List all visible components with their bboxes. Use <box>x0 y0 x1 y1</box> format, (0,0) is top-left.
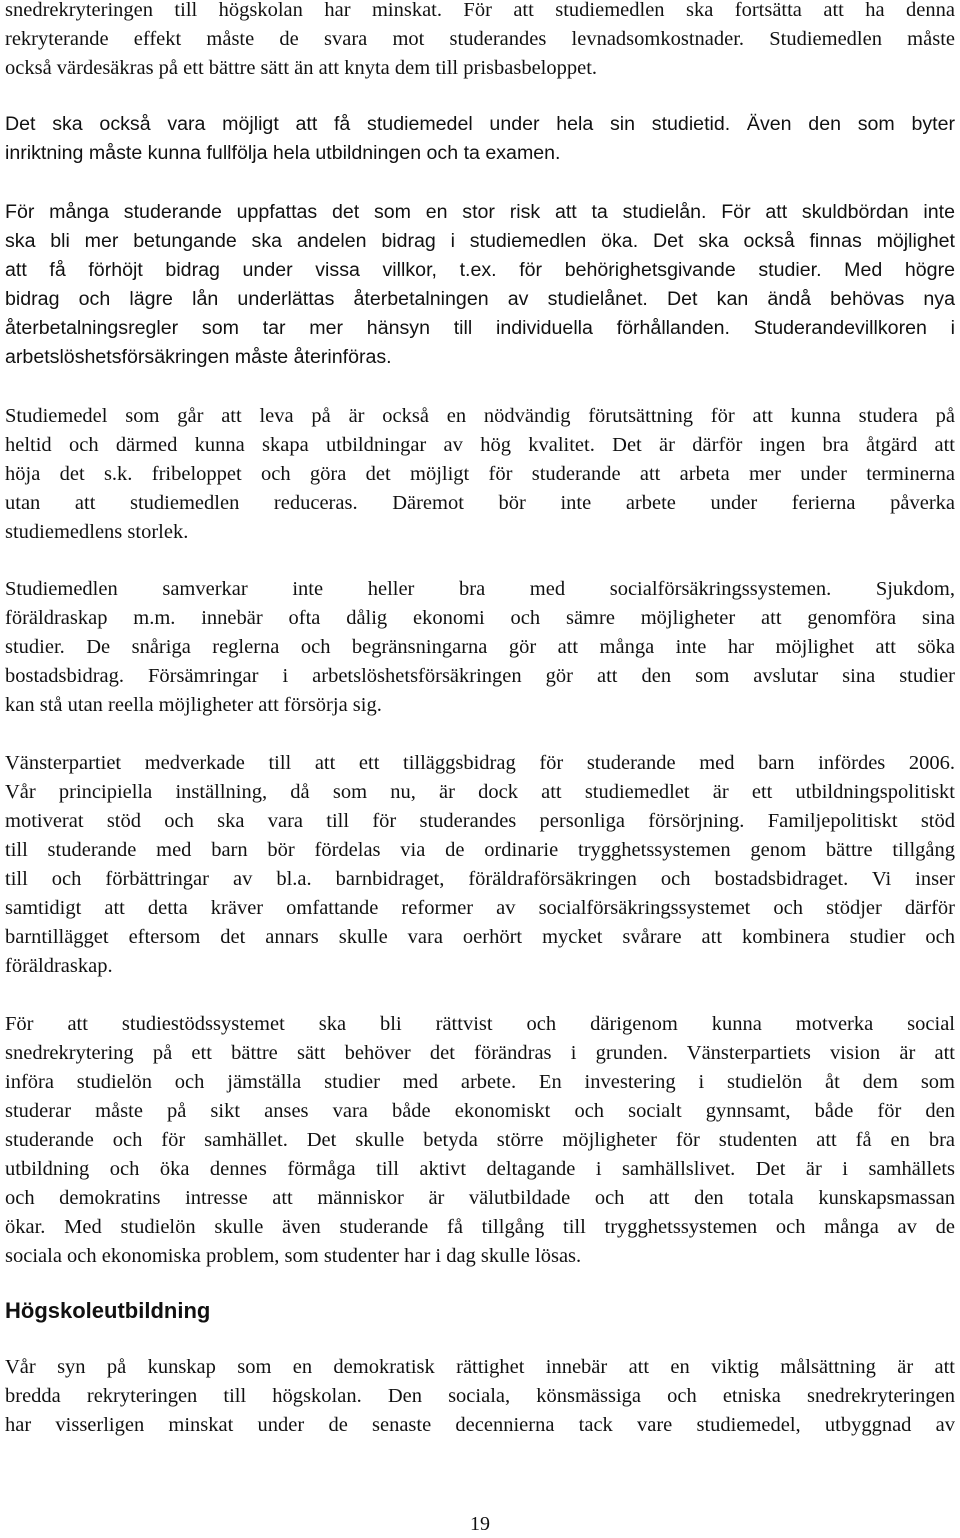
text-line: studerande och för samhället. Det skulle betyda större möjligheter för studenten att få en bra <box>5 1129 955 1151</box>
text-line: heltid och därmed kunna skapa utbildningar av hög kvalitet. Det är därför ingen bra åtgärd att <box>5 434 955 456</box>
text-line: bostadsbidrag. Försämringar i arbetslöshetsförsäkringen gör att den som avslutar sina studier <box>5 665 955 687</box>
text-line: föräldraskap. <box>5 955 113 977</box>
text-line: snedrekryteringen till högskolan har minskat. För att studiemedlen ska fortsätta att ha denna <box>5 0 955 21</box>
text-line: arbetslöshetsförsäkringen måste återinföras. <box>5 346 392 368</box>
text-line: bredda rekryteringen till högskolan. Den sociala, könsmässiga och etniska snedrekryteringen <box>5 1385 955 1407</box>
text-line: samtidigt att detta kräver omfattande reformer av socialförsäkringssystemet och stödjer därför <box>5 897 955 919</box>
text-line: Vänsterpartiet medverkade till att ett tilläggsbidrag för studerande med barn infördes 2006. <box>5 752 955 774</box>
text-line: Vår syn på kunskap som en demokratisk rättighet innebär att en viktig målsättning är att <box>5 1356 955 1378</box>
text-line: ska bli mer betungande ska andelen bidrag i studiemedlen öka. Det ska också finnas möjlighet <box>5 230 955 252</box>
text-line: Det ska också vara möjligt att få studiemedel under hela sin studietid. Även den som byter <box>5 113 955 135</box>
text-line: kan stå utan reella möjligheter att försörja sig. <box>5 694 382 716</box>
text-line: höja det s.k. fribeloppet och göra det möjligt för studerande att arbeta mer under terminerna <box>5 463 955 485</box>
text-line: studerar måste på sikt anses vara både ekonomiskt och socialt gynnsamt, både för den <box>5 1100 955 1122</box>
text-line: och demokratins intresse att människor är välutbildade och att den totala kunskapsmassan <box>5 1187 955 1209</box>
paragraph-studietid <box>5 110 955 168</box>
text-line: att få förhöjt bidrag under vissa villkor, t.ex. för behörighetsgivande studier. Med högre <box>5 259 955 281</box>
text-line: inriktning måste kunna fullfölja hela utbildningen och ta examen. <box>5 142 561 164</box>
paragraph-studielon <box>5 1010 955 1271</box>
paragraph-tillaggsbidrag <box>5 749 955 981</box>
text-line: införa studielön och jämställa studier med arbete. En investering i studielön åt dem som <box>5 1071 955 1093</box>
paragraph-heltid <box>5 402 955 547</box>
text-line: Studiemedel som går att leva på är också en nödvändig förutsättning för att kunna studera på <box>5 405 955 427</box>
text-line: Vår principiella inställning, då som nu, är dock att studiemedlet är ett utbildningspolitiskt <box>5 781 955 803</box>
page-number: 19 <box>470 1513 490 1535</box>
text-line: återbetalningsregler som tar mer hänsyn till individuella förhållanden. Studerandevillkoren i <box>5 317 955 339</box>
text-line: till studerande med barn bör fördelas via de ordinarie trygghetssystemen genom bättre tillgång <box>5 839 955 861</box>
paragraph-kunskap <box>5 1353 955 1440</box>
text-line: studier. De snåriga reglerna och begränsningarna gör att många inte har möjlighet att söka <box>5 636 955 658</box>
section-heading: Högskoleutbildning <box>5 1298 211 1323</box>
text-line: För många studerande uppfattas det som en stor risk att ta studielån. För att skuldbördan inte <box>5 201 955 223</box>
text-line: snedrekrytering på ett bättre sätt behöver det förändras i grunden. Vänsterpartiets vision är att <box>5 1042 955 1064</box>
text-line: till och förbättringar av bl.a. barnbidraget, föräldraförsäkringen och bostadsbidraget. Vi inser <box>5 868 955 890</box>
text-line: barntillägget eftersom det annars skulle vara oerhört mycket svårare att kombinera studier och <box>5 926 955 948</box>
text-line: sociala och ekonomiska problem, som studenter har i dag skulle lösas. <box>5 1245 582 1267</box>
text-line: har visserligen minskat under de senaste decennierna tack vare studiemedel, utbyggnad av <box>5 1414 955 1436</box>
paragraph-snedrekrytering <box>5 0 955 83</box>
text-line: också värdesäkras på ett bättre sätt än att knyta dem till prisbasbeloppet. <box>5 57 598 79</box>
text-line: För att studiestödssystemet ska bli rättvist och därigenom kunna motverka social <box>5 1013 955 1035</box>
text-line: utan att studiemedlen reduceras. Däremot bör inte arbete under ferierna påverka <box>5 492 955 514</box>
text-line: studiemedlens storlek. <box>5 521 189 543</box>
text-line: rekryterande effekt måste de svara mot studerandes levnadsomkostnader. Studiemedlen måste <box>5 28 955 50</box>
paragraph-socialforsakring <box>5 575 955 720</box>
text-line: motiverat stöd och ska vara till för studerandes personliga försörjning. Familjepolitiskt stöd <box>5 810 955 832</box>
text-line: föräldraskap m.m. innebär ofta dålig ekonomi och sämre möjligheter att genomföra sina <box>5 607 955 629</box>
text-line: ökar. Med studielön skulle även studerande få tillgång till trygghetssystemen och många av de <box>5 1216 955 1238</box>
text-line: bidrag och lägre lån underlättas återbetalningen av studielånet. Det kan ändå behövas nya <box>5 288 955 310</box>
text-line: utbildning och öka dennes förmåga till aktivt deltagande i samhällslivet. Det är i samhällets <box>5 1158 955 1180</box>
paragraph-studielan <box>5 198 955 372</box>
text-line: Studiemedlen samverkar inte heller bra med socialförsäkringssystemen. Sjukdom, <box>5 578 955 600</box>
